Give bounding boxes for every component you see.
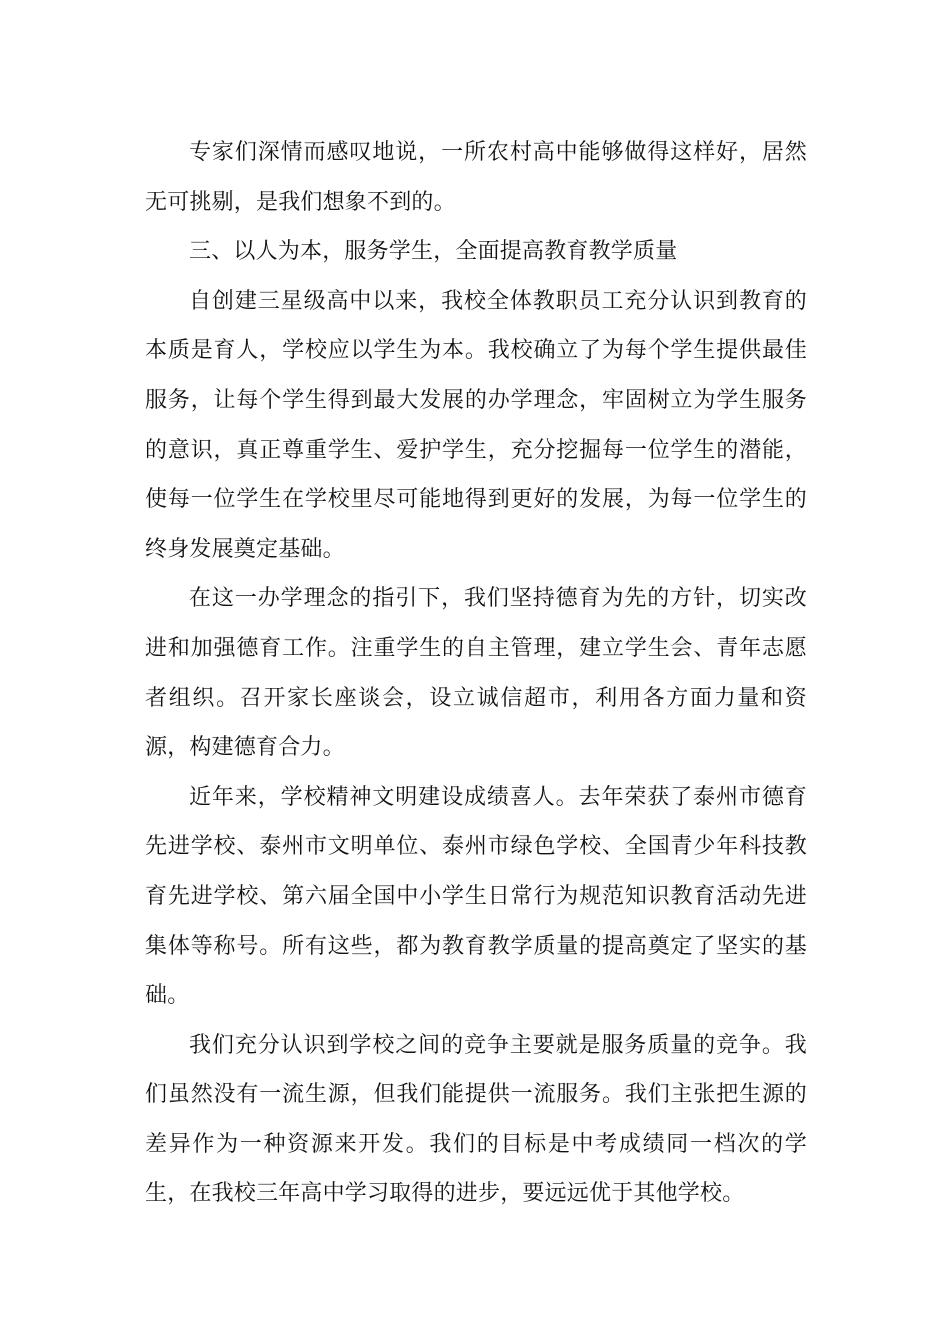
paragraph-expert-comment: 专家们深情而感叹地说，一所农村高中能够做得这样好，居然无可挑剔，是我们想象不到的。 [145, 140, 807, 215]
paragraph-service-quality: 我们充分认识到学校之间的竞争主要就是服务质量的竞争。我们虽然没有一流生源，但我们能提供一流服务。我们主张把生源的差异作为一种资源来开发。我们的目标是中考成绩同一档次的学生，在我校三年高中学习取得的进步，要远远优于其他学校。 [145, 1032, 807, 1207]
paragraph-moral-education: 在这一办学理念的指引下，我们坚持德育为先的方针，切实改进和加强德育工作。注重学生的自主管理，建立学生会、青年志愿者组织。召开家长座谈会，设立诚信超市，利用各方面力量和资源，构建德育合力。 [145, 586, 807, 761]
paragraph-achievements: 近年来，学校精神文明建设成绩喜人。去年荣获了泰州市德育先进学校、泰州市文明单位、泰州市绿色学校、全国青少年科技教育先进学校、第六届全国中小学生日常行为规范知识教育活动先进集体等称号。所有这些，都为教育教学质量的提高奠定了坚实的基础。 [145, 784, 807, 1009]
document-body [145, 128, 807, 1219]
paragraph-philosophy: 自创建三星级高中以来，我校全体教职员工充分认识到教育的本质是育人，学校应以学生为本。我校确立了为每个学生提供最佳服务，让每个学生得到最大发展的办学理念，牢固树立为学生服务的意识，真正尊重学生、爱护学生，充分挖掘每一位学生的潜能，使每一位学生在学校里尽可能地得到更好的发展，为每一位学生的终身发展奠定基础。 [145, 288, 807, 562]
section-heading: 三、以人为本，服务学生，全面提高教育教学质量 [189, 239, 678, 265]
